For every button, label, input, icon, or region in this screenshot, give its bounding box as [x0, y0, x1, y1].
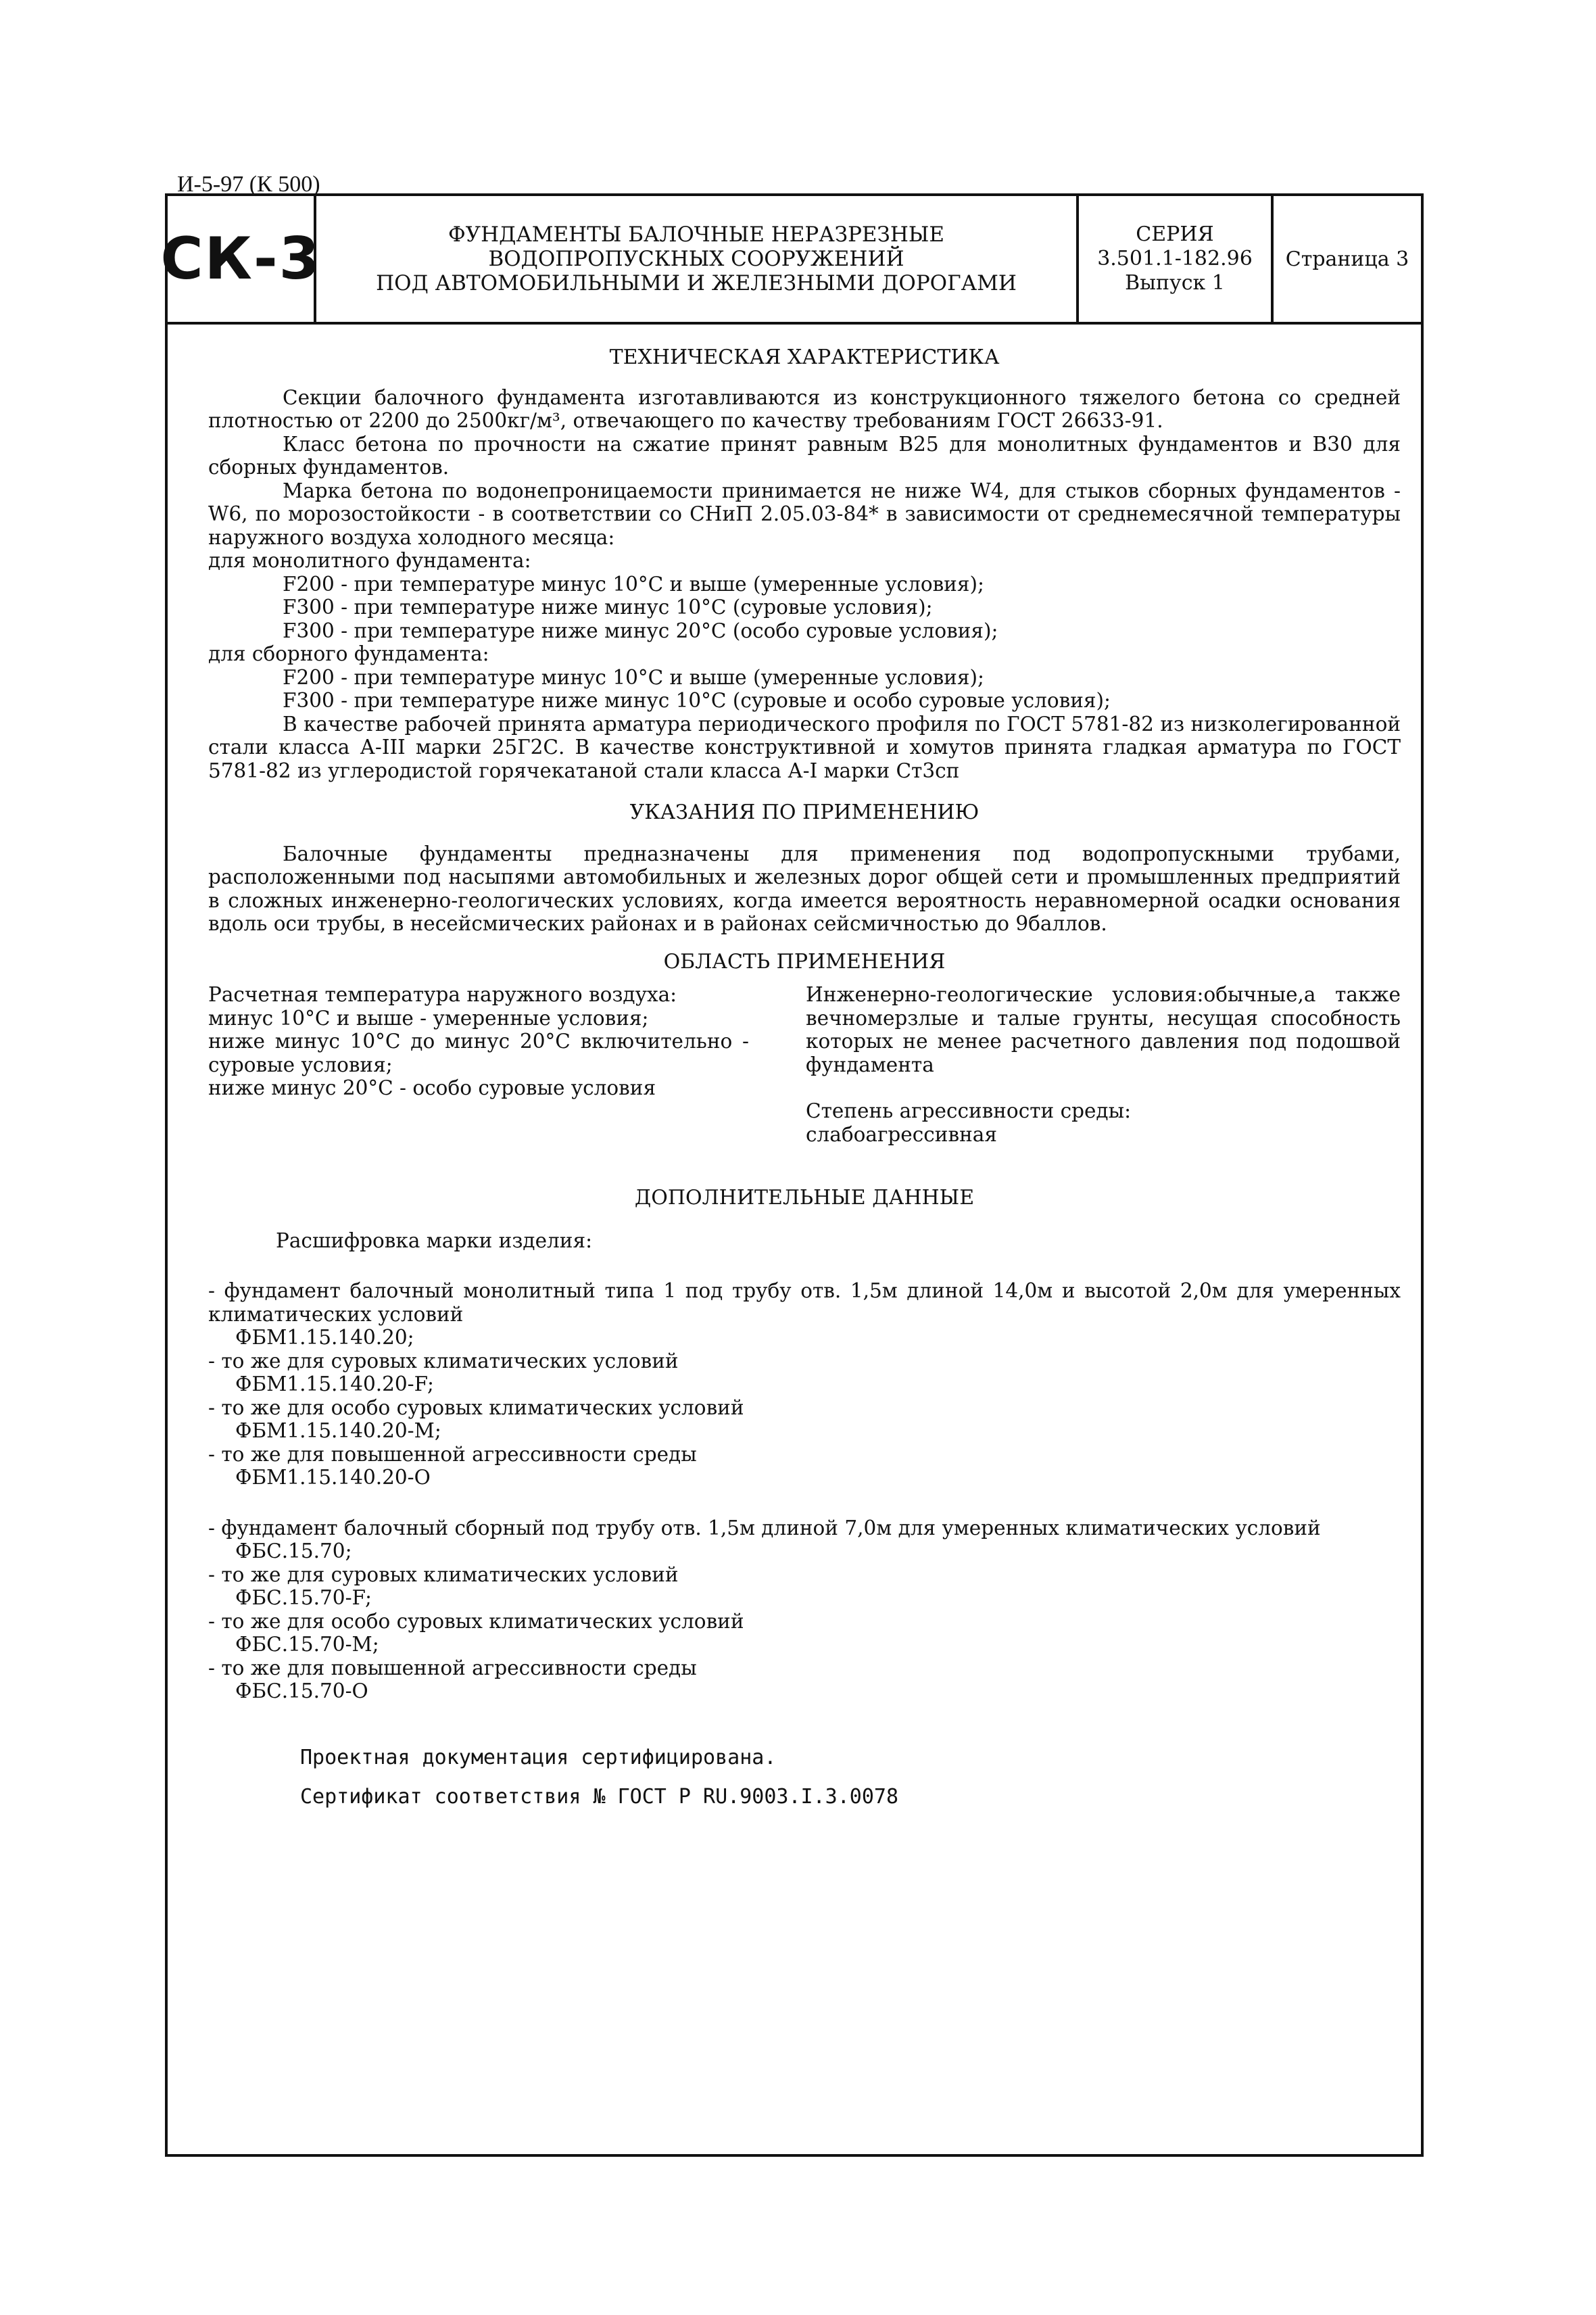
frost-item: F300 - при температуре ниже минус 20°С (особо суровые условия); — [283, 619, 998, 642]
product-variant: - то же для особо суровых климатических условий — [208, 1609, 744, 1633]
section-heading-tech: ТЕХНИЧЕСКАЯ ХАРАКТЕРИСТИКА — [609, 345, 1000, 369]
product-code: ФБМ1.15.140.20-М; — [235, 1419, 441, 1442]
product-code: ФБМ1.15.140.20; — [235, 1326, 414, 1349]
scope-columns — [208, 983, 1401, 1146]
section-heading-scope: ОБЛАСТЬ ПРИМЕНЕНИЯ — [663, 949, 946, 974]
product-code: ФБС.15.70; — [235, 1540, 352, 1562]
product-variant: - то же для суровых климатических условий — [208, 1349, 679, 1373]
usage-paragraph: Балочные фундаменты предназначены для применения под водопропускными трубами, расположенными под насыпями автомобильных и железных дорог общей сети и промышленных предприятий в сложных инженерно-геологических условиях, когда имеется вероятность неравномерной осадки основания вдоль оси трубы, в несейсмических районах и в районах сейсмичностью до 9баллов. — [208, 842, 1401, 935]
document-code: И-5-97 (К 500) — [177, 172, 320, 197]
scope-line: минус 10°С и выше - умеренные условия; — [208, 1006, 649, 1030]
scope-right — [806, 983, 1401, 1146]
frost-item: F200 - при температуре минус 10°С и выше (умеренные условия); — [283, 665, 984, 689]
series-number: 3.501.1-182.96 — [1097, 247, 1253, 270]
section-heading-usage: УКАЗАНИЯ ПО ПРИМЕНЕНИЮ — [629, 801, 980, 824]
title-block — [160, 196, 1421, 325]
scope-line: Расчетная температура наружного воздуха: — [208, 983, 677, 1006]
section-heading-additional: ДОПОЛНИТЕЛЬНЫЕ ДАННЫЕ — [634, 1186, 975, 1210]
scope-left — [208, 983, 749, 1146]
product-description: - фундамент балочный монолитный типа 1 под трубу отв. 1,5м длиной 14,0м и высотой 2,0м для умеренных климатических условий — [208, 1279, 1401, 1326]
issue-number: Выпуск 1 — [1125, 271, 1225, 295]
series-label: СЕРИЯ — [1136, 222, 1214, 246]
product-variant: - то же для повышенной агрессивности среды — [208, 1442, 697, 1466]
page-content — [208, 346, 1401, 1809]
certificate-number: Сертификат соответствия № ГОСТ Р RU.9003.I.3.0078 — [300, 1785, 899, 1809]
product-code: ФБМ1.15.140.20-F; — [235, 1373, 434, 1395]
scope-line: ниже минус 20°С - особо суровые условия — [208, 1076, 656, 1099]
title-line: ВОДОПРОПУСКНЫХ СООРУЖЕНИЙ — [488, 247, 904, 271]
product-variant: - то же для суровых климатических условий — [208, 1562, 679, 1586]
scope-aggressiveness: Степень агрессивности среды: слабоагрессивная — [806, 1099, 1132, 1146]
series-cell — [1079, 196, 1274, 322]
precast-label: для сборного фундамента: — [208, 642, 489, 665]
product-code: ФБС.15.70-М; — [235, 1633, 379, 1656]
title-line: ФУНДАМЕНТЫ БАЛОЧНЫЕ НЕРАЗРЕЗНЫЕ — [448, 222, 945, 247]
page-frame — [160, 193, 1424, 2157]
product-variant: - то же для особо суровых климатических условий — [208, 1395, 744, 1419]
frost-item: F200 - при температуре минус 10°С и выше (умеренные условия); — [283, 572, 984, 596]
frost-item: F300 - при температуре ниже минус 10°С (суровые условия); — [283, 596, 933, 619]
tech-paragraph: В качестве рабочей принята арматура периодического профиля по ГОСТ 5781-82 из низколегированной стали класса А-III марки 25Г2С. В качестве конструктивной и хомутов принята гладкая арматура по ГОСТ 5781-82 из углеродистой горячекатаной стали класса А-I марки Ст3сп — [208, 712, 1401, 782]
sheet-mark: СК-3 — [168, 196, 316, 322]
product-description: - фундамент балочный сборный под трубу отв. 1,5м длиной 7,0м для умеренных климатических условий — [208, 1516, 1321, 1540]
product-code: ФБС.15.70-F; — [235, 1586, 372, 1609]
frost-item: F300 - при температуре ниже минус 10°С (суровые и особо суровые условия); — [283, 689, 1111, 712]
page-number: Страница 3 — [1285, 247, 1409, 271]
product-code: ФБС.15.70-О — [235, 1679, 368, 1702]
mono-label: для монолитного фундамента: — [208, 549, 531, 572]
title-line: ПОД АВТОМОБИЛЬНЫМИ И ЖЕЛЕЗНЫМИ ДОРОГАМИ — [376, 271, 1017, 295]
scope-line: ниже минус 10°С до минус 20°С включительно - суровые условия; — [208, 1030, 749, 1076]
document-title — [316, 196, 1079, 322]
tech-paragraph: Марка бетона по водонепроницаемости принимается не ниже W4, для стыков сборных фундаментов - W6, по морозостойкости - в соответствии со СНиП 2.05.03-84* в зависимости от среднемесячной температуры наружного воздуха холодного месяца: — [208, 479, 1401, 549]
scope-geology: Инженерно-геологические условия:обычные,а также вечномерзлые и талые грунты, несущая способность которых не менее расчетного давления под подошвой фундамента — [806, 983, 1401, 1076]
tech-paragraph: Класс бетона по прочности на сжатие принят равным В25 для монолитных фундаментов и В30 для сборных фундаментов. — [208, 432, 1401, 479]
tech-paragraph: Секции балочного фундамента изготавливаются из конструкционного тяжелого бетона со средней плотностью от 2200 до 2500кг/м³, отвечающего по качеству требованиям ГОСТ 26633-91. — [208, 385, 1401, 432]
product-code: ФБМ1.15.140.20-О — [235, 1466, 431, 1489]
product-variant: - то же для повышенной агрессивности среды — [208, 1656, 697, 1679]
certification-note: Проектная документация сертифицирована. — [300, 1745, 777, 1769]
decoding-label: Расшифровка марки изделия: — [276, 1228, 593, 1252]
